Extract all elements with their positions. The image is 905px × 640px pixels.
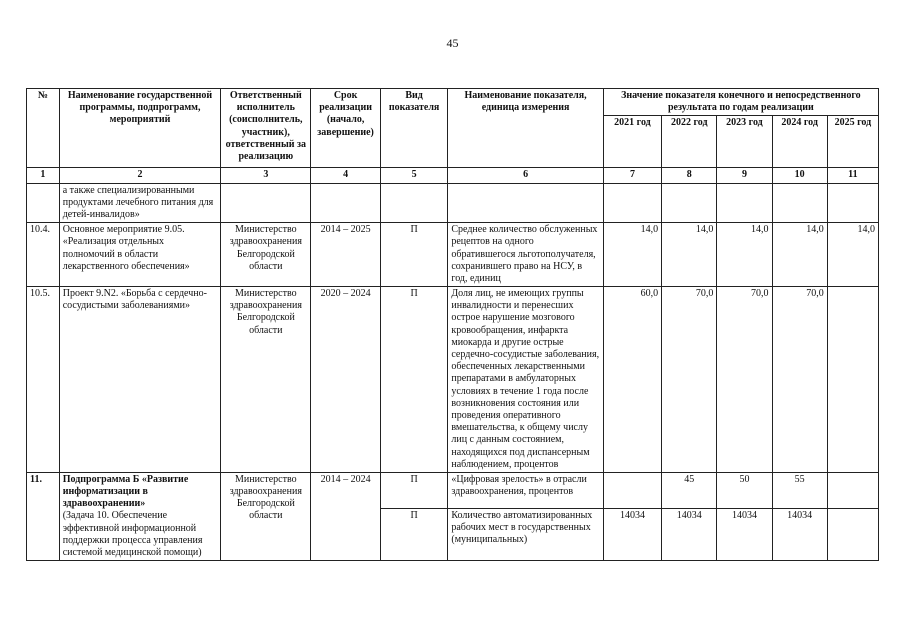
header-year-2023: 2023 год: [717, 116, 772, 168]
row-responsible: [221, 183, 311, 223]
row-value-2024: 70,0: [772, 287, 827, 473]
row-indicator: [448, 183, 603, 223]
row-value-2025: [827, 472, 878, 508]
subprogram-title: Подпрограмма Б «Развитие информатизации в здравоохранении»: [62, 473, 189, 510]
row-value-2025: [827, 508, 878, 560]
table-row: [27, 183, 879, 223]
table-row: [27, 223, 879, 287]
header-row: [27, 89, 879, 116]
header-num: №: [27, 89, 60, 168]
row-num: [27, 183, 60, 223]
row-value-2021: 14034: [603, 508, 661, 560]
row-value-2025: [827, 287, 878, 473]
program-table: [26, 88, 879, 561]
row-name: а также специализированными продуктами лечебного питания для детей-инвалидов»: [59, 183, 221, 223]
row-value-2023: [717, 183, 772, 223]
row-name: [59, 472, 221, 560]
row-value-2024: 14034: [772, 508, 827, 560]
row-term: 2020 – 2024: [311, 287, 381, 473]
row-value-2023: 50: [717, 472, 772, 508]
subprogram-task: (Задача 10. Обеспечение эффективной информационной поддержки процесса управления системой медицинской помощи): [62, 510, 203, 558]
row-responsible: Министерство здравоохранения Белгородской области: [221, 472, 311, 560]
column-number: 9: [717, 168, 772, 183]
header-year-2024: 2024 год: [772, 116, 827, 168]
row-value-2024: [772, 183, 827, 223]
column-number: 10: [772, 168, 827, 183]
row-value-2022: 70,0: [662, 287, 717, 473]
table-row: [27, 287, 879, 473]
row-value-2025: 14,0: [827, 223, 878, 287]
row-indicator: «Цифровая зрелость» в отрасли здравоохранения, процентов: [448, 472, 603, 508]
row-value-2022: 14,0: [662, 223, 717, 287]
column-number: 3: [221, 168, 311, 183]
header-indicator: Наименование показателя, единица измерения: [448, 89, 603, 168]
header-year-2021: 2021 год: [603, 116, 661, 168]
row-responsible: Министерство здравоохранения Белгородской области: [221, 287, 311, 473]
row-value-2024: 55: [772, 472, 827, 508]
column-number: 6: [448, 168, 603, 183]
row-indicator: Среднее количество обслуженных рецептов на одного обратившегося льготополучателя, сохранившего право на НСУ, в год, единиц: [448, 223, 603, 287]
row-value-2021: 14,0: [603, 223, 661, 287]
header-name: Наименование государственной программы, подпрограмм, мероприятий: [59, 89, 221, 168]
row-value-2024: 14,0: [772, 223, 827, 287]
row-value-2021: [603, 472, 661, 508]
row-kind: П: [380, 508, 448, 560]
row-num: 10.4.: [27, 223, 60, 287]
header-responsible: Ответственный исполнитель (соисполнитель, участник), ответственный за реализацию: [221, 89, 311, 168]
row-value-2023: 14034: [717, 508, 772, 560]
column-number: 4: [311, 168, 381, 183]
row-name: Проект 9.N2. «Борьба с сердечно-сосудистыми заболеваниями»: [59, 287, 221, 473]
row-kind: П: [380, 287, 448, 473]
column-number: 7: [603, 168, 661, 183]
row-value-2022: 14034: [662, 508, 717, 560]
row-kind: П: [380, 223, 448, 287]
column-number: 8: [662, 168, 717, 183]
header-values-group: Значение показателя конечного и непосредственного результата по годам реализации: [603, 89, 878, 116]
row-value-2022: 45: [662, 472, 717, 508]
column-numbers-row: [27, 168, 879, 183]
row-term: 2014 – 2024: [311, 472, 381, 560]
table-row: [27, 472, 879, 508]
row-name: Основное мероприятие 9.05. «Реализация отдельных полномочий в области лекарственного обеспечения»: [59, 223, 221, 287]
row-term: [311, 183, 381, 223]
row-value-2021: [603, 183, 661, 223]
row-kind: П: [380, 472, 448, 508]
row-value-2023: 14,0: [717, 223, 772, 287]
row-indicator: Количество автоматизированных рабочих мест в государственных (муниципальных): [448, 508, 603, 560]
header-term: Срок реализации (начало, завершение): [311, 89, 381, 168]
header-year-2025: 2025 год: [827, 116, 878, 168]
row-value-2022: [662, 183, 717, 223]
header-year-2022: 2022 год: [662, 116, 717, 168]
row-value-2025: [827, 183, 878, 223]
page-number: 45: [446, 36, 459, 50]
column-number: 11: [827, 168, 878, 183]
row-value-2021: 60,0: [603, 287, 661, 473]
row-indicator: Доля лиц, не имеющих группы инвалидности и перенесших острое нарушение мозгового кровообращения, инфаркта миокарда и другие острые сердечно-сосудистые заболевания, обеспеченных лекарственными препаратами в амбулаторных условиях в течение 1 года после возникновения состояния или проведения оперативного вмешательства, к общему числу лиц с данным состоянием, находящихся под диспансерным наблюдением, процентов: [448, 287, 603, 473]
column-number: 2: [59, 168, 221, 183]
row-responsible: Министерство здравоохранения Белгородской области: [221, 223, 311, 287]
row-num: 11.: [27, 472, 60, 560]
column-number: 5: [380, 168, 448, 183]
column-number: 1: [27, 168, 60, 183]
row-value-2023: 70,0: [717, 287, 772, 473]
row-term: 2014 – 2025: [311, 223, 381, 287]
row-num: 10.5.: [27, 287, 60, 473]
row-kind: [380, 183, 448, 223]
header-kind: Вид показателя: [380, 89, 448, 168]
